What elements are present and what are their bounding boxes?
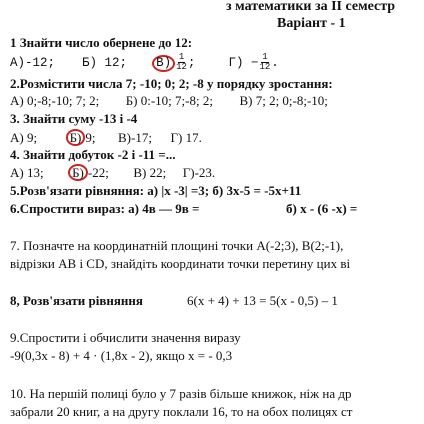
variant-label: Варіант - 1 xyxy=(277,16,346,31)
question-8-label: 8, Розв'язати рівняння xyxy=(10,293,143,308)
q3-option-a: А) 9; xyxy=(10,130,38,145)
question-1-options: А)-12; Б) 12; В) $\frac{1}{12}$ ; Г) − $\frac{1}{12}$ . xyxy=(10,52,279,72)
question-4-text: 4. Знайти добуток -2 і -11 =... xyxy=(10,147,176,162)
question-1-text: 1 Знайти число обернене до 12: xyxy=(10,35,193,50)
q4-option-b-circled: Б) xyxy=(68,164,88,181)
question-6-part-b: б) х - (6 -х) = xyxy=(286,201,358,216)
q2-option-a: А) 0;-8;-10; 7; 2; xyxy=(10,93,100,108)
q1-option-g: Г) − xyxy=(228,55,259,70)
question-3-text: 3. Знайти суму -13 і -4 xyxy=(10,111,138,126)
q3-option-v: В)-17; xyxy=(118,130,152,145)
q4-option-a: А) 13; xyxy=(10,165,44,180)
q3-option-b-circled: Б) xyxy=(66,129,86,146)
question-5-text: 5.Розв'язати рівняння: а) |х -3| =3; б) 3х-5 = -5х+11 xyxy=(10,183,302,198)
question-10-line-1: 10. На першій полиці було у 7 разів більше книжок, ніж на др xyxy=(10,386,352,401)
question-7-line-2: відрізки АВ і CD, знайдіть координати точки перетину цих ві xyxy=(10,256,351,271)
q3-option-g: Г) 17. xyxy=(170,130,202,145)
q1-option-g-fraction: $\frac{1}{12}$ xyxy=(259,52,271,72)
q4-option-g: Г)-23. xyxy=(182,165,216,180)
question-10-line-2: забрали 20 книг, а на другу поклали 16, то на обох полицях ст xyxy=(10,404,353,419)
question-4-options xyxy=(10,164,215,181)
q4-option-v: В) 22; xyxy=(133,165,167,180)
q1-option-v-fraction: $\frac{1}{12}$ xyxy=(176,52,187,72)
q1-option-b: Б) 12; xyxy=(82,55,128,70)
q2-option-b: Б) 0:-10; 7;-8; 2; xyxy=(125,93,213,108)
q4-option-b-value: -22; xyxy=(87,165,109,180)
q1-option-a: А)-12; xyxy=(10,55,56,70)
question-3-options xyxy=(10,129,202,146)
q3-option-b-value: 9; xyxy=(85,130,96,145)
q2-option-v: В) 7; 2; 0;-8;-10; xyxy=(239,93,328,108)
question-9-line-2: -9(0,3х - 8) + 4 · (1,8х - 2), якщо х = - 0,3 xyxy=(10,348,233,363)
q1-option-v-circled: В) xyxy=(152,55,175,72)
question-6-text: 6.Спростити вираз: а) 4в — 9в = xyxy=(10,201,200,216)
question-2-text: 2.Розмістити числа 7; -10; 0; 2; -8 у порядку зростання: xyxy=(10,76,333,91)
header-title: з математики за II семестр xyxy=(226,0,396,14)
question-7-line-1: 7. Позначте на координатній площині точки А(-2;3), В(2;-1), xyxy=(10,238,344,253)
question-9-line-1: 9.Спростити і обчислити значення виразу xyxy=(10,330,241,345)
question-8-equation: 6(х + 4) + 13 = 5(х - 0,5) – 1 xyxy=(187,293,338,308)
question-2-options xyxy=(10,93,328,108)
